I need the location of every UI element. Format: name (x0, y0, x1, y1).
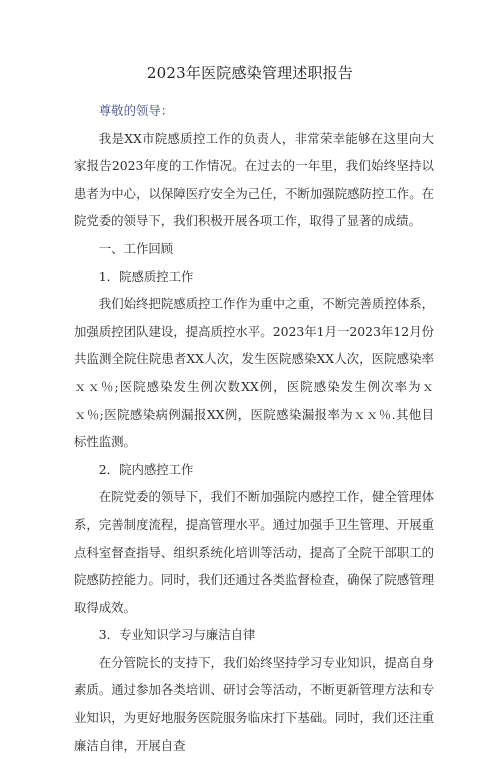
intro-paragraph: 我是XX市院感质控工作的负责人，非常荣幸能够在这里向大家报告2023年度的工作情况。在过去的一年里，我们始终坚持以患者为中心，以保障医疗安全为己任，不断加强院感防控工作。在院党委的领导下，我们积极开展各项工作，取得了显著的成绩。 (74, 130, 434, 229)
section-heading-work-review: 一、工作回顾 (98, 240, 174, 256)
subheading-study-integrity: 3．专业知识学习与廉洁自律 (98, 627, 256, 643)
paragraph-study-integrity: 在分管院长的支持下，我们始终坚持学习专业知识，提高自身素质。通过参加各类培训、研讨会等活动，不断更新管理方法和专业知识，为更好地服务医院服务临床打下基础。同时，我们还注重廉洁自律，开展自查 (74, 654, 434, 753)
subheading-quality-control: 1．院感质控工作 (98, 268, 194, 284)
paragraph-infection-control: 在院党委的领导下，我们不断加强院内感控工作，健全管理体系，完善制度流程，提高管理水平。通过加强手卫生管理、开展重点科室督查指导、组织系统化培训等活动，提高了全院干部职工的院感防控能力。同时，我们还通过各类监督检查，确保了院感管理取得成效。 (74, 489, 434, 615)
subheading-infection-control: 2．院内感控工作 (98, 461, 194, 477)
greeting: 尊敬的领导： (98, 103, 174, 118)
document-body (74, 97, 434, 759)
document-title: 2023年医院感染管理述职报告 (146, 64, 354, 82)
paragraph-quality-control: 我们始终把院感质控工作作为重中之重，不断完善质控体系，加强质控团队建设，提高质控水平。2023年1月一2023年12月份共监测全院住院患者XX人次，发生医院感染XX人次，医院感染率ｘｘ％;医院感染发生例次数XX例，医院感染发生例次率为ｘｘ％;医院感染病例漏报XX例，医院感染漏报率为ｘｘ％.其他目标性监测。 (74, 296, 434, 450)
